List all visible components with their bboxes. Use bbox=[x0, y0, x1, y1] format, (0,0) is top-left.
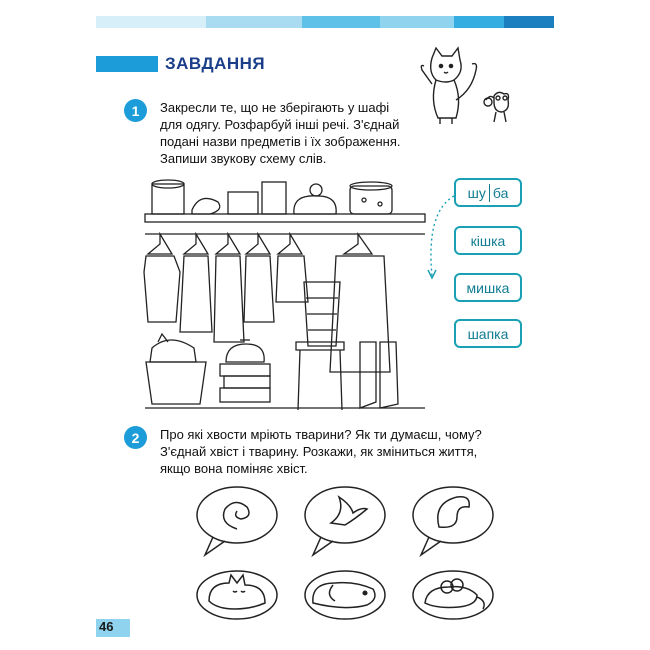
stripe-3 bbox=[302, 16, 380, 28]
task-2-text bbox=[160, 426, 482, 477]
stripe-4 bbox=[380, 16, 454, 28]
mouse-plate bbox=[413, 571, 493, 619]
top-stripes bbox=[96, 16, 554, 28]
schema-divider bbox=[489, 184, 490, 202]
dog-plate bbox=[305, 571, 385, 619]
schema-part-2: ба bbox=[492, 184, 509, 201]
word-box-shapka: шапка bbox=[454, 319, 522, 348]
wardrobe-illustration bbox=[140, 172, 430, 412]
task-1-line: Закресли те, що не зберігають у шафі bbox=[160, 100, 390, 115]
task-2-number: 2 bbox=[124, 426, 147, 449]
tail-bubbles bbox=[195, 483, 495, 563]
header-accent-bar bbox=[96, 56, 158, 72]
fish-tail-bubble bbox=[305, 487, 385, 555]
stripe-6 bbox=[504, 16, 554, 28]
task-1-text bbox=[160, 99, 401, 167]
stripe-2 bbox=[206, 16, 302, 28]
page-number: 46 bbox=[99, 619, 114, 634]
task-2-line: З'єднай хвіст і тварину. Розкажи, як зміниться життя, bbox=[160, 444, 478, 459]
task-2-line: якщо вона поміняє хвіст. bbox=[160, 461, 308, 476]
task-1-number: 1 bbox=[124, 99, 147, 122]
task-2-line: Про які хвости мріють тварини? Як ти думаєш, чому? bbox=[160, 427, 482, 442]
word-box-schema bbox=[454, 178, 522, 207]
word-box-kishka: кішка bbox=[454, 226, 522, 255]
task-1-line: Запиши звукову схему слів. bbox=[160, 151, 327, 166]
word-box-myshka: мишка bbox=[454, 273, 522, 302]
squirrel-tail-bubble bbox=[413, 487, 493, 555]
stripe-1 bbox=[96, 16, 206, 28]
snail-tail-bubble bbox=[197, 487, 277, 555]
stripe-5 bbox=[454, 16, 504, 28]
animal-plates bbox=[195, 555, 495, 625]
cat-mouse-illustration bbox=[410, 40, 520, 130]
task-1-line: для одягу. Розфарбуй інші речі. З'єднай bbox=[160, 117, 400, 132]
task-1-line: подані назви предметів і їх зображення. bbox=[160, 134, 401, 149]
cat-plate bbox=[197, 571, 277, 619]
schema-part-1: шу bbox=[467, 184, 486, 201]
page-title: ЗАВДАННЯ bbox=[165, 54, 266, 73]
